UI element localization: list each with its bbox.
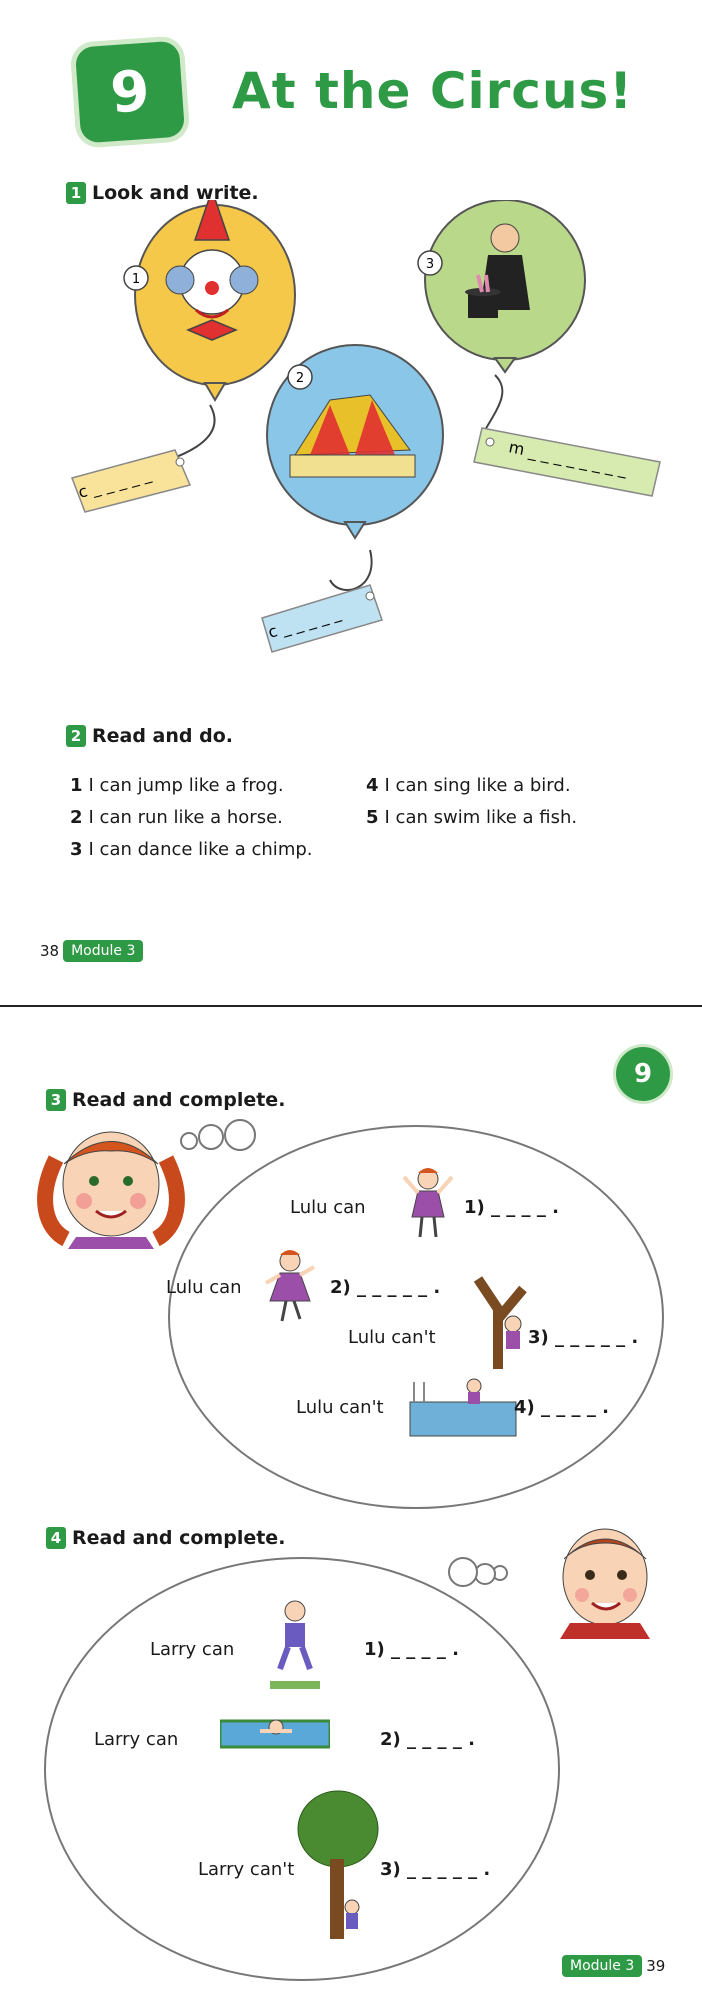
- tag-1-text: c _ _ _ _ _: [76, 464, 153, 502]
- exercise-title: Look and write.: [92, 182, 259, 204]
- larry-blank-1[interactable]: 1) _ _ _ _ .: [364, 1639, 459, 1660]
- exercise-title: Read and complete.: [72, 1527, 286, 1549]
- page-folio: [40, 940, 143, 962]
- exercise-title: Read and do.: [92, 725, 233, 747]
- module-tab: Module 3: [562, 1955, 642, 1977]
- balloon-magician: [418, 200, 585, 372]
- larry-label-3: Larry can't: [198, 1859, 295, 1880]
- lulu-blank-3[interactable]: 3) _ _ _ _ _ .: [528, 1327, 639, 1348]
- lulu-pool: [400, 1372, 520, 1442]
- page-39: [0, 1007, 702, 2008]
- lulu-tree: [468, 1269, 538, 1369]
- thought-bubble-small: [180, 1132, 198, 1150]
- larry-tree: [296, 1789, 386, 1939]
- lulu-label-1: Lulu can: [290, 1197, 366, 1218]
- lulu-portrait: [36, 1119, 186, 1249]
- sentence-4: 4 I can sing like a bird.: [366, 775, 571, 796]
- larry-portrait: [540, 1519, 670, 1639]
- balloons-illustration: [0, 200, 702, 660]
- sentence-3: 3 I can dance like a chimp.: [70, 839, 313, 860]
- balloon-tent: [267, 345, 443, 538]
- thought-bubble-large: [448, 1557, 478, 1587]
- lulu-label-4: Lulu can't: [296, 1397, 384, 1418]
- lulu-label-2: Lulu can: [166, 1277, 242, 1298]
- exercise-number: 3: [46, 1089, 66, 1111]
- lulu-blank-2[interactable]: 2) _ _ _ _ _ .: [330, 1277, 441, 1298]
- larry-blank-2[interactable]: 2) _ _ _ _ .: [380, 1729, 475, 1750]
- lulu-blank-4[interactable]: 4) _ _ _ _ .: [514, 1397, 609, 1418]
- sentence-5: 5 I can swim like a fish.: [366, 807, 578, 828]
- larry-jumping: [270, 1597, 320, 1697]
- tag-2-text: c _ _ _ _ _: [265, 603, 343, 642]
- larry-swimming: [220, 1707, 330, 1757]
- exercise-2-heading: [66, 725, 233, 747]
- unit-title: At the Circus!: [232, 62, 634, 120]
- balloon-clown: [124, 200, 295, 400]
- exercise-3-heading: [46, 1089, 285, 1111]
- lulu-jumping: [400, 1165, 456, 1245]
- thought-bubble-medium: [198, 1124, 224, 1150]
- module-tab: Module 3: [63, 940, 143, 962]
- balloon-2-number: 2: [295, 371, 305, 386]
- unit-number-badge: 9: [75, 40, 185, 143]
- exercise-number: 1: [66, 182, 86, 204]
- larry-label-2: Larry can: [94, 1729, 179, 1750]
- larry-label-1: Larry can: [150, 1639, 235, 1660]
- exercise-4-heading: [46, 1527, 285, 1549]
- page-folio: [562, 1955, 665, 1977]
- lulu-label-3: Lulu can't: [348, 1327, 436, 1348]
- exercise-number: 2: [66, 725, 86, 747]
- sentence-1: 1 I can jump like a frog.: [70, 775, 284, 796]
- lulu-dancing: [260, 1247, 320, 1327]
- balloon-3-number: 3: [425, 257, 435, 272]
- page-number: 39: [646, 1957, 666, 1975]
- lulu-blank-1[interactable]: 1) _ _ _ _ .: [464, 1197, 559, 1218]
- balloon-1-number: 1: [131, 272, 141, 287]
- tag-3-text: m _ _ _ _ _ _ _ _: [507, 437, 629, 479]
- larry-blank-3[interactable]: 3) _ _ _ _ _ .: [380, 1859, 491, 1880]
- sentence-2: 2 I can run like a horse.: [70, 807, 283, 828]
- exercise-number: 4: [46, 1527, 66, 1549]
- page-number: 38: [40, 942, 60, 960]
- exercise-title: Read and complete.: [72, 1089, 286, 1111]
- thought-bubble-large: [224, 1119, 256, 1151]
- unit-number-badge: 9: [616, 1047, 670, 1101]
